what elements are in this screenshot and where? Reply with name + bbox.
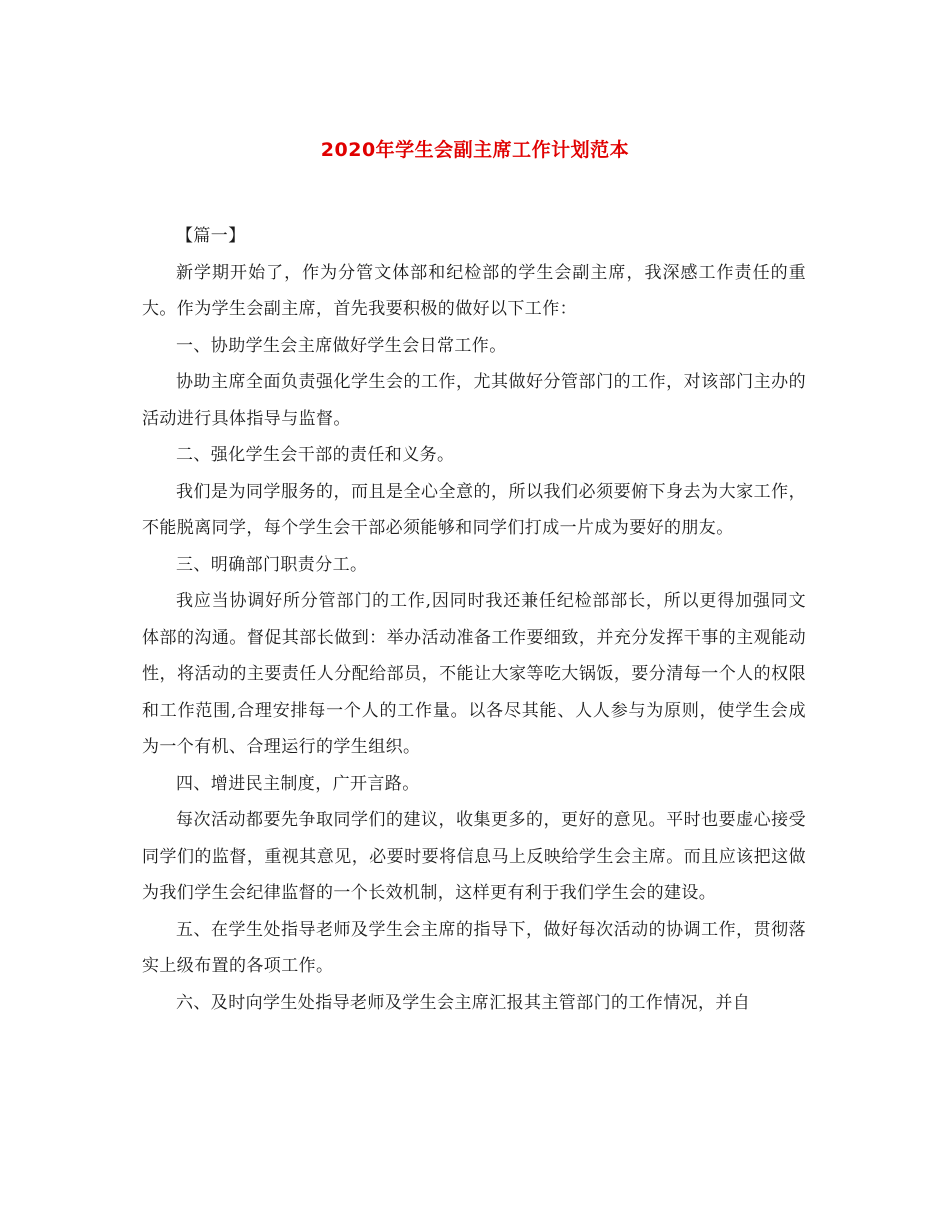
heading-item-1: 一、协助学生会主席做好学生会日常工作。	[176, 335, 507, 356]
paragraph: 每次活动都要先争取同学们的建议，收集更多的，更好的意见。平时也要虚心接受同学们的监督，重视其意见，必要时要将信息马上反映给学生会主席。而且应该把这做为我们学生会纪律监督的一个长效机制，这样更有利于我们学生会的建设。	[142, 810, 806, 903]
document-body	[142, 218, 806, 1021]
section-label: 【篇一】	[176, 226, 246, 246]
heading-item-4: 四、增进民主制度，广开言路。	[176, 773, 420, 794]
heading-item-2: 二、强化学生会干部的责任和义务。	[176, 445, 455, 465]
heading-item-3: 三、明确部门职责分工。	[176, 554, 368, 575]
paragraph: 我们是为同学服务的，而且是全心全意的，所以我们必须要俯下身去为大家工作，不能脱离同学，每个学生会干部必须能够和同学们打成一片成为要好的朋友。	[142, 481, 806, 538]
paragraph: 协助主席全面负责强化学生会的工作，尤其做好分管部门的工作，对该部门主办的活动进行具体指导与监督。	[142, 372, 806, 429]
heading-item-6: 六、及时向学生处指导老师及学生会主席汇报其主管部门的工作情况，并自	[176, 992, 751, 1013]
paragraph: 我应当协调好所分管部门的工作,因同时我还兼任纪检部部长，所以更得加强同文体部的沟通。督促其部长做到：举办活动准备工作要细致，并充分发挥干事的主观能动性，将活动的主要责任人分配给部员，不能让大家等吃大锅饭，要分清每一个人的权限和工作范围,合理安排每一个人的工作量。以各尽其能、人人参与为原则，使学生会成为一个有机、合理运行的学生组织。	[142, 591, 806, 757]
heading-item-5: 五、在学生处指导老师及学生会主席的指导下，做好每次活动的协调工作，贯彻落实上级布置的各项工作。	[142, 919, 806, 976]
document-title: 2020年学生会副主席工作计划范本	[320, 139, 630, 161]
paragraph: 新学期开始了，作为分管文体部和纪检部的学生会副主席，我深感工作责任的重大。作为学生会副主席，首先我要积极的做好以下工作：	[142, 262, 806, 319]
